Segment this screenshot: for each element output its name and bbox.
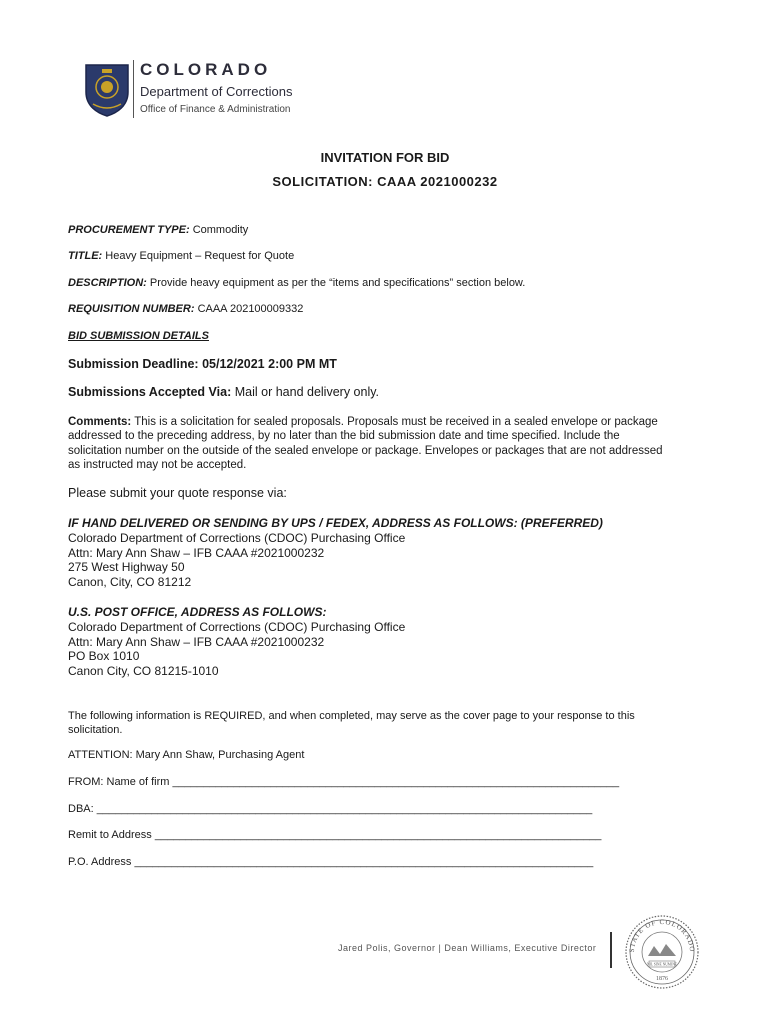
remit-address-row bbox=[68, 829, 601, 841]
remit-address-blank[interactable]: _________________________________________________________________________ bbox=[154, 829, 602, 841]
logo-divider bbox=[133, 60, 134, 118]
po-address-label: P.O. Address bbox=[68, 856, 132, 868]
org-name-colorado: COLORADO bbox=[140, 60, 272, 79]
accepted-via-label: Submissions Accepted Via: bbox=[68, 385, 232, 399]
procurement-type-row bbox=[68, 224, 248, 236]
dba-row bbox=[68, 803, 592, 815]
seal-year-text: 1876 bbox=[656, 976, 668, 982]
seal-banner-text: NIL SINE NUMINE bbox=[646, 962, 678, 967]
procurement-type-label: PROCUREMENT TYPE: bbox=[68, 224, 190, 236]
description-value: Provide heavy equipment as per the “items and specifications” section below. bbox=[149, 277, 526, 289]
comments-text: This is a solicitation for sealed proposals. Proposals must be received in a sealed envelope or package addressed to the preceding address, by no later than the bid submission date and time specified. Include the solicitation number on the outside of the sealed envelope or package. Envelopes or packages that are not addressed as instructed may not be accepted. bbox=[68, 416, 663, 471]
attention-line: ATTENTION: Mary Ann Shaw, Purchasing Agent bbox=[68, 749, 305, 761]
hand-delivery-line: 275 West Highway 50 bbox=[68, 560, 185, 575]
solicitation-number: SOLICITATION: CAAA 2021000232 bbox=[272, 174, 498, 189]
seal-arc-text: STATE OF COLORADO bbox=[627, 917, 697, 953]
comments-label: Comments: bbox=[68, 416, 132, 428]
po-address-row bbox=[68, 856, 593, 868]
title-row bbox=[68, 250, 294, 262]
footer-officials: Jared Polis, Governor | Dean Williams, Executive Director bbox=[338, 943, 597, 953]
hand-delivery-heading: IF HAND DELIVERED OR SENDING BY UPS / FEDEX, ADDRESS AS FOLLOWS: (PREFERRED) bbox=[68, 516, 603, 530]
post-office-line: Canon City, CO 81215-1010 bbox=[68, 664, 219, 679]
dba-label: DBA: bbox=[68, 803, 94, 815]
description-row bbox=[68, 277, 525, 289]
firm-name-label: FROM: Name of firm bbox=[68, 776, 170, 788]
hand-delivery-line: Attn: Mary Ann Shaw – IFB CAAA #2021000232 bbox=[68, 545, 325, 560]
org-name-department: Department of Corrections bbox=[140, 84, 293, 99]
deadline-row bbox=[68, 357, 337, 371]
required-note: The following information is REQUIRED, and when completed, may serve as the cover page to your response to this solicitation. bbox=[68, 710, 635, 736]
requisition-label: REQUISITION NUMBER: bbox=[68, 303, 195, 315]
comments-paragraph bbox=[68, 415, 668, 472]
deadline-value: 05/12/2021 2:00 PM MT bbox=[202, 357, 337, 371]
deadline-label: Submission Deadline: bbox=[68, 357, 199, 371]
requisition-value: CAAA 202100009332 bbox=[197, 303, 304, 315]
accepted-via-row bbox=[68, 385, 379, 399]
hand-delivery-line: Colorado Department of Corrections (CDOC) Purchasing Office bbox=[68, 530, 406, 545]
bid-submission-heading: BID SUBMISSION DETAILS bbox=[68, 330, 209, 342]
title-value: Heavy Equipment – Request for Quote bbox=[105, 250, 295, 262]
post-office-line: Colorado Department of Corrections (CDOC) Purchasing Office bbox=[68, 619, 406, 634]
post-office-heading: U.S. POST OFFICE, ADDRESS AS FOLLOWS: bbox=[68, 605, 327, 619]
hand-delivery-line: Canon, City, CO 81212 bbox=[68, 575, 192, 590]
cdoc-shield-logo bbox=[83, 62, 131, 118]
procurement-type-value: Commodity bbox=[192, 224, 249, 236]
hand-delivery-block bbox=[68, 516, 603, 590]
doc-title: INVITATION FOR BID bbox=[320, 150, 450, 165]
post-office-line: Attn: Mary Ann Shaw – IFB CAAA #2021000232 bbox=[68, 634, 325, 649]
post-office-line: PO Box 1010 bbox=[68, 649, 140, 664]
state-seal-icon bbox=[624, 914, 700, 990]
firm-name-blank[interactable]: _________________________________________________________________________ bbox=[172, 776, 620, 788]
post-office-block bbox=[68, 605, 405, 679]
org-name-office: Office of Finance & Administration bbox=[140, 104, 291, 115]
po-address-blank[interactable]: ___________________________________________________________________________ bbox=[134, 856, 594, 868]
title-label: TITLE: bbox=[68, 250, 103, 262]
accepted-via-value: Mail or hand delivery only. bbox=[234, 385, 380, 399]
submit-via-text: Please submit your quote response via: bbox=[68, 486, 287, 500]
remit-address-label: Remit to Address bbox=[68, 829, 152, 841]
description-label: DESCRIPTION: bbox=[68, 277, 147, 289]
firm-name-row bbox=[68, 776, 619, 788]
requisition-row bbox=[68, 303, 303, 315]
footer-divider bbox=[610, 932, 612, 968]
dba-blank[interactable]: _________________________________________________________________________________ bbox=[96, 803, 593, 815]
